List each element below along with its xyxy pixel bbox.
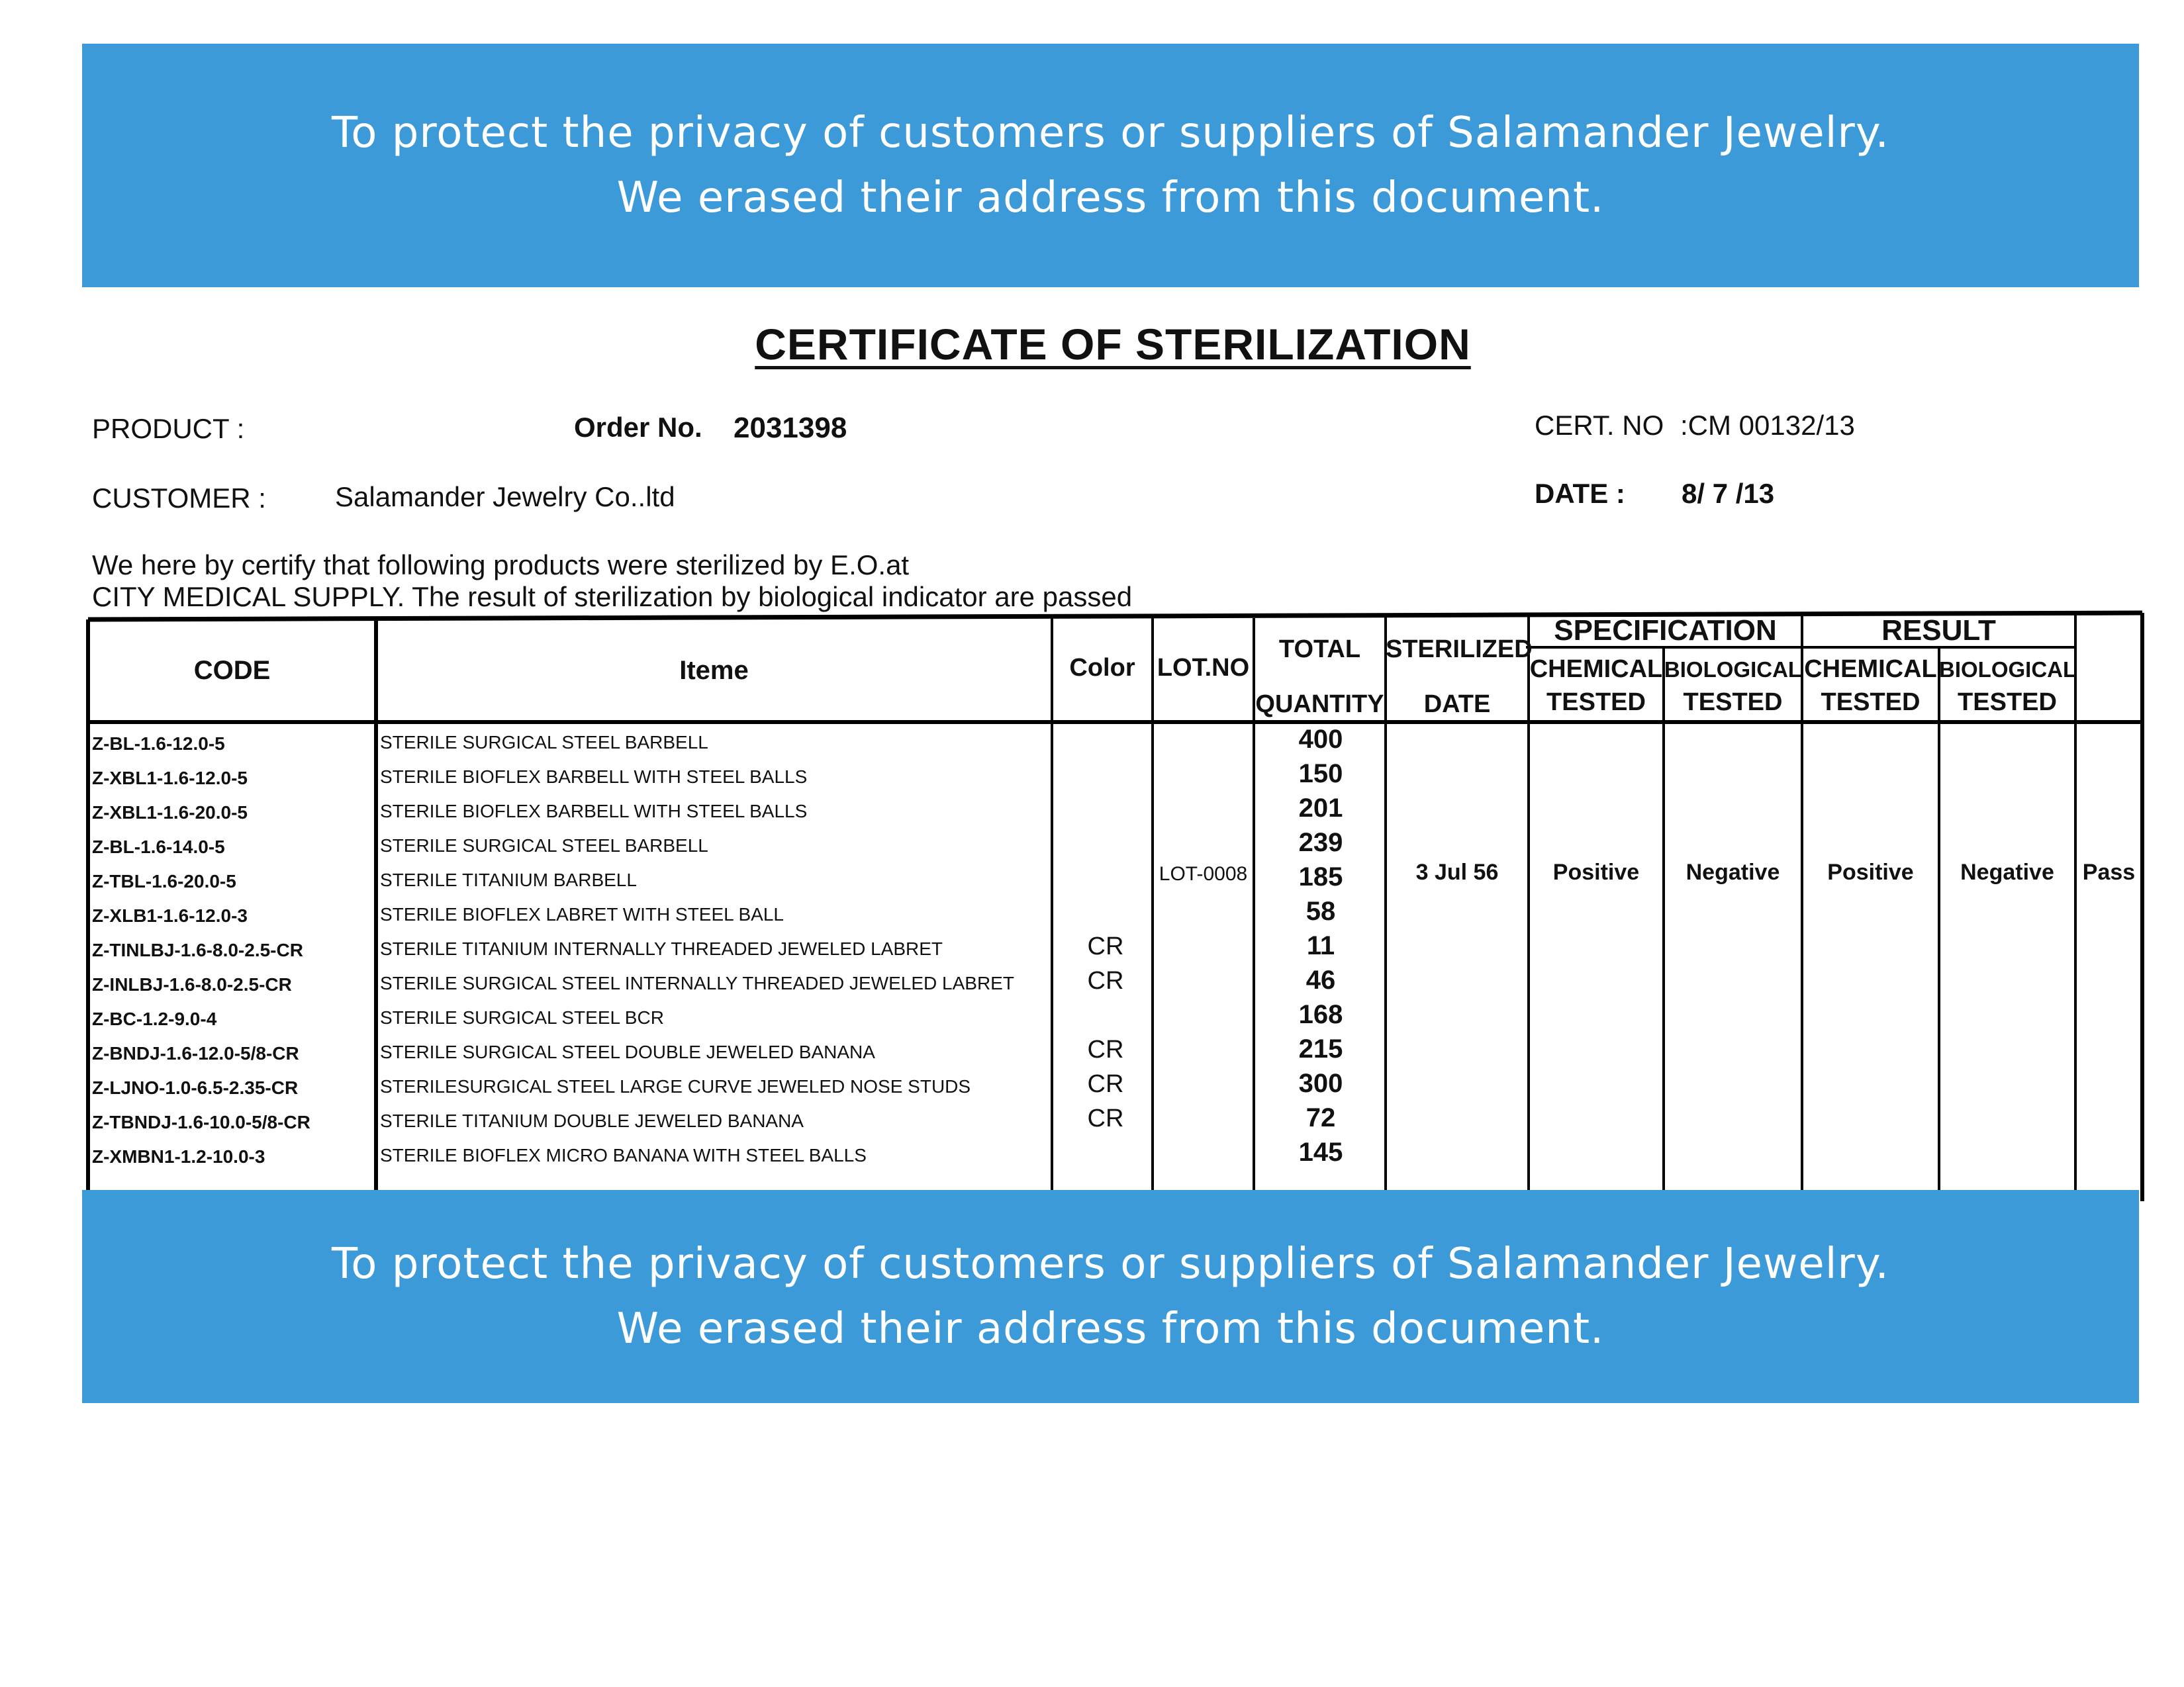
row-item: STERILE BIOFLEX MICRO BANANA WITH STEEL BALLS (380, 1145, 867, 1165)
lot-number: LOT-0008 (1159, 863, 1248, 885)
sterilized-date: 3 Jul 56 (1415, 860, 1499, 885)
order-number: 2031398 (734, 412, 847, 444)
order-label: Order No. (574, 412, 702, 443)
row-code: Z-XBL1-1.6-20.0-5 (92, 802, 248, 823)
header-item: Iteme (679, 656, 749, 685)
customer-name: Salamander Jewelry Co..ltd (335, 481, 675, 512)
header-color: Color (1069, 654, 1135, 682)
row-item: STERILE SURGICAL STEEL BCR (380, 1007, 664, 1028)
date-label: DATE : (1535, 478, 1625, 509)
row-item: STERILE TITANIUM DOUBLE JEWELED BANANA (380, 1111, 804, 1131)
customer-label: CUSTOMER : (92, 482, 266, 514)
date-value: 8/ 7 /13 (1682, 478, 1775, 509)
row-item: STERILE TITANIUM BARBELL (380, 870, 637, 890)
row-code: Z-TBNDJ-1.6-10.0-5/8-CR (92, 1112, 310, 1132)
spec-biological-result: Negative (1685, 860, 1780, 885)
row-color: CR (1087, 933, 1124, 960)
row-color: CR (1087, 967, 1124, 995)
row-item: STERILE TITANIUM INTERNALLY THREADED JEWELED LABRET (380, 938, 943, 959)
row-code: Z-TBL-1.6-20.0-5 (92, 871, 236, 891)
row-code: Z-XLB1-1.6-12.0-3 (92, 905, 248, 926)
row-color: CR (1087, 1070, 1124, 1098)
row-item: STERILESURGICAL STEEL LARGE CURVE JEWELED NOSE STUDS (380, 1076, 971, 1097)
header-result-biological: BIOLOGICAL (1939, 657, 2077, 682)
row-code: Z-BC-1.2-9.0-4 (92, 1009, 217, 1029)
row-code: Z-INLBJ-1.6-8.0-2.5-CR (92, 974, 292, 995)
cert-number: :CM 00132/13 (1680, 410, 1855, 441)
header-specification: SPECIFICATION (1554, 614, 1777, 647)
row-code: Z-XMBN1-1.2-10.0-3 (92, 1146, 265, 1167)
row-code: Z-TINLBJ-1.6-8.0-2.5-CR (92, 940, 303, 960)
statement-line1: We here by certify that following products were sterilized by E.O.at (92, 549, 910, 580)
row-quantity: 185 (1298, 862, 1343, 891)
header-code: CODE (193, 656, 271, 685)
row-code: Z-LJNO-1.0-6.5-2.35-CR (92, 1077, 299, 1098)
row-quantity: 11 (1306, 931, 1335, 960)
product-label: PRODUCT : (92, 413, 245, 444)
row-quantity: 150 (1298, 759, 1343, 788)
final-result: Pass (2082, 860, 2136, 885)
header-result-chemical: CHEMICAL (1804, 655, 1937, 683)
row-quantity: 72 (1306, 1103, 1336, 1132)
header-spec-biological: BIOLOGICAL (1664, 657, 1802, 682)
row-code: Z-BL-1.6-12.0-5 (92, 733, 225, 754)
header-total: TOTAL (1278, 635, 1361, 663)
row-item: STERILE SURGICAL STEEL INTERNALLY THREADED JEWELED LABRET (380, 973, 1014, 993)
row-quantity: 201 (1298, 794, 1343, 823)
statement-line2: CITY MEDICAL SUPPLY. The result of sterilization by biological indicator are passed (92, 581, 1133, 612)
privacy-banner-line1: To protect the privacy of customers or suppliers of Salamander Jewelry. (332, 1240, 1889, 1289)
row-quantity: 400 (1298, 725, 1343, 754)
row-code: Z-XBL1-1.6-12.0-5 (92, 768, 248, 788)
row-code: Z-BL-1.6-14.0-5 (92, 837, 225, 857)
row-quantity: 215 (1298, 1034, 1343, 1064)
header-spec-biological-tested: TESTED (1683, 688, 1783, 716)
row-item: STERILE BIOFLEX BARBELL WITH STEEL BALLS (380, 801, 808, 821)
row-quantity: 239 (1298, 828, 1343, 857)
row-item: STERILE SURGICAL STEEL DOUBLE JEWELED BANANA (380, 1042, 875, 1062)
privacy-banner-line2: We erased their address from this document. (616, 1304, 1605, 1353)
header-spec-chemical-tested: TESTED (1546, 688, 1646, 716)
row-color: CR (1087, 1105, 1124, 1132)
privacy-banner-bottom (82, 1190, 2139, 1403)
row-item: STERILE BIOFLEX LABRET WITH STEEL BALL (380, 904, 784, 925)
header-quantity: QUANTITY (1255, 690, 1384, 718)
privacy-banner-line2: We erased their address from this document. (616, 173, 1605, 222)
result-biological: Negative (1960, 860, 2054, 885)
privacy-banner-line1: To protect the privacy of customers or suppliers of Salamander Jewelry. (332, 109, 1889, 158)
header-result: RESULT (1881, 614, 1996, 647)
row-quantity: 168 (1298, 1000, 1343, 1029)
row-quantity: 58 (1306, 897, 1336, 926)
row-item: STERILE SURGICAL STEEL BARBELL (380, 835, 708, 856)
row-quantity: 145 (1298, 1138, 1343, 1167)
row-quantity: 300 (1298, 1069, 1343, 1098)
header-sterilized: STERILIZED (1386, 635, 1533, 663)
header-spec-chemical: CHEMICAL (1529, 655, 1663, 683)
cert-label: CERT. NO (1535, 410, 1664, 441)
row-quantity: 46 (1306, 966, 1336, 995)
header-result-biological-tested: TESTED (1958, 688, 2057, 716)
result-chemical: Positive (1827, 860, 1914, 885)
row-code: Z-BNDJ-1.6-12.0-5/8-CR (92, 1043, 299, 1064)
spec-chemical-result: Positive (1552, 860, 1640, 885)
document-title: CERTIFICATE OF STERILIZATION (755, 320, 1471, 369)
header-result-chemical-tested: TESTED (1821, 688, 1921, 716)
row-item: STERILE SURGICAL STEEL BARBELL (380, 732, 708, 752)
row-item: STERILE BIOFLEX BARBELL WITH STEEL BALLS (380, 766, 808, 787)
header-lot: LOT.NO (1157, 654, 1250, 682)
row-color: CR (1087, 1036, 1124, 1064)
header-sterilized-date: DATE (1423, 690, 1491, 718)
